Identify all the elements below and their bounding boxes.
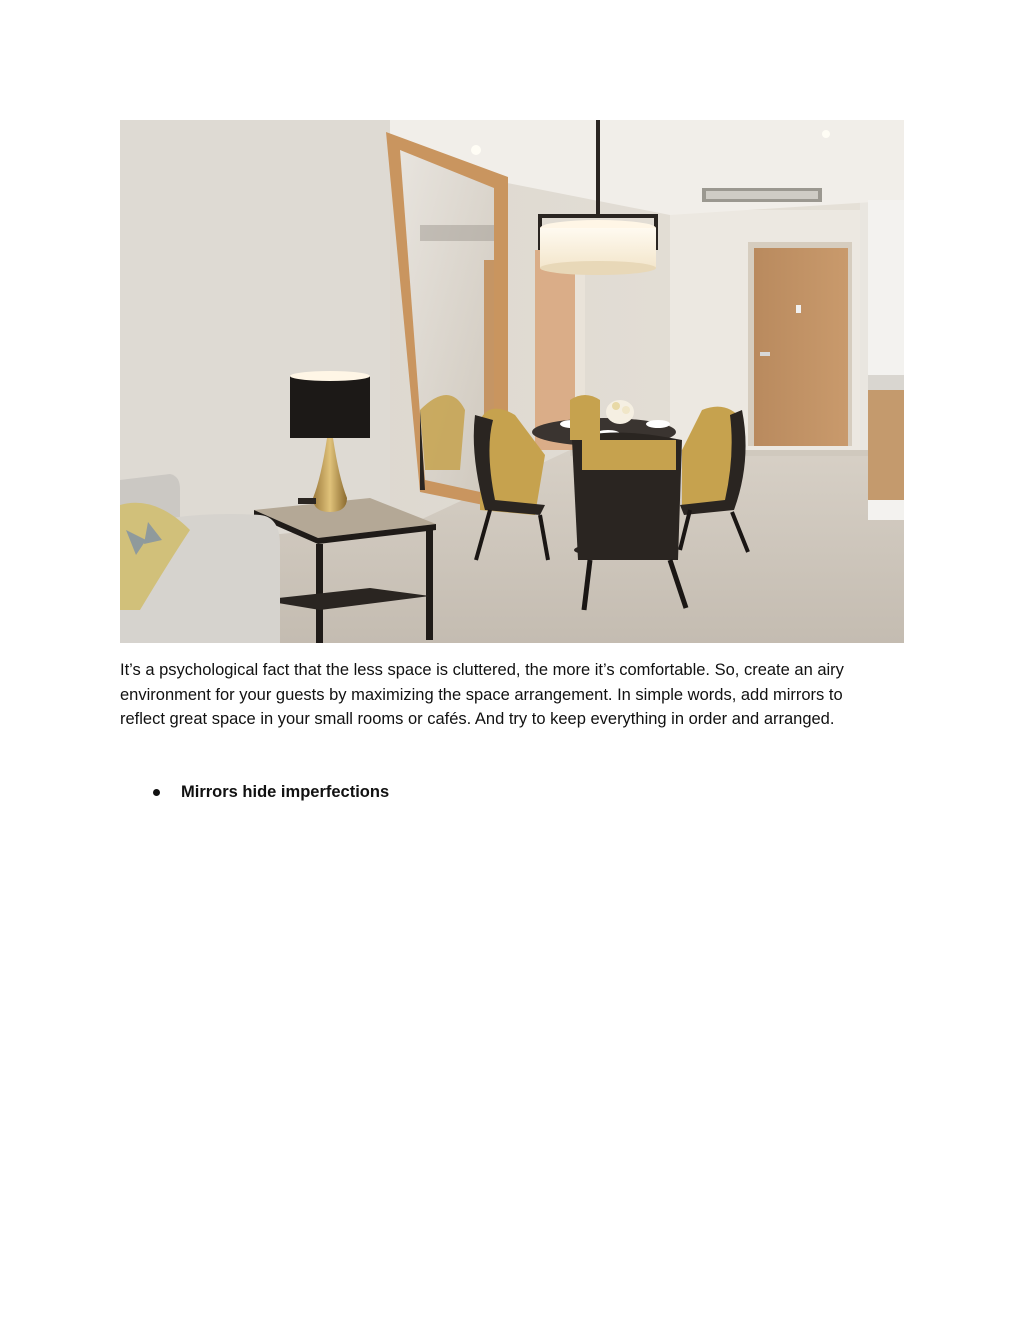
bullet-list bbox=[120, 780, 820, 804]
room-photo bbox=[120, 120, 904, 643]
bullet-label: Mirrors hide imperfections bbox=[181, 783, 390, 801]
bullet-icon bbox=[153, 789, 160, 796]
body-paragraph: It’s a psychological fact that the less space is cluttered, the more it’s comfortable. So, create an airy environment for your guests by maximizing the space arrangement. In simple words, add mirrors to reflect great space in your small rooms or cafés. And try to keep everything in order and arranged. bbox=[120, 661, 844, 728]
list-item bbox=[120, 780, 820, 804]
back-door bbox=[748, 242, 852, 446]
room-illustration bbox=[120, 120, 904, 643]
